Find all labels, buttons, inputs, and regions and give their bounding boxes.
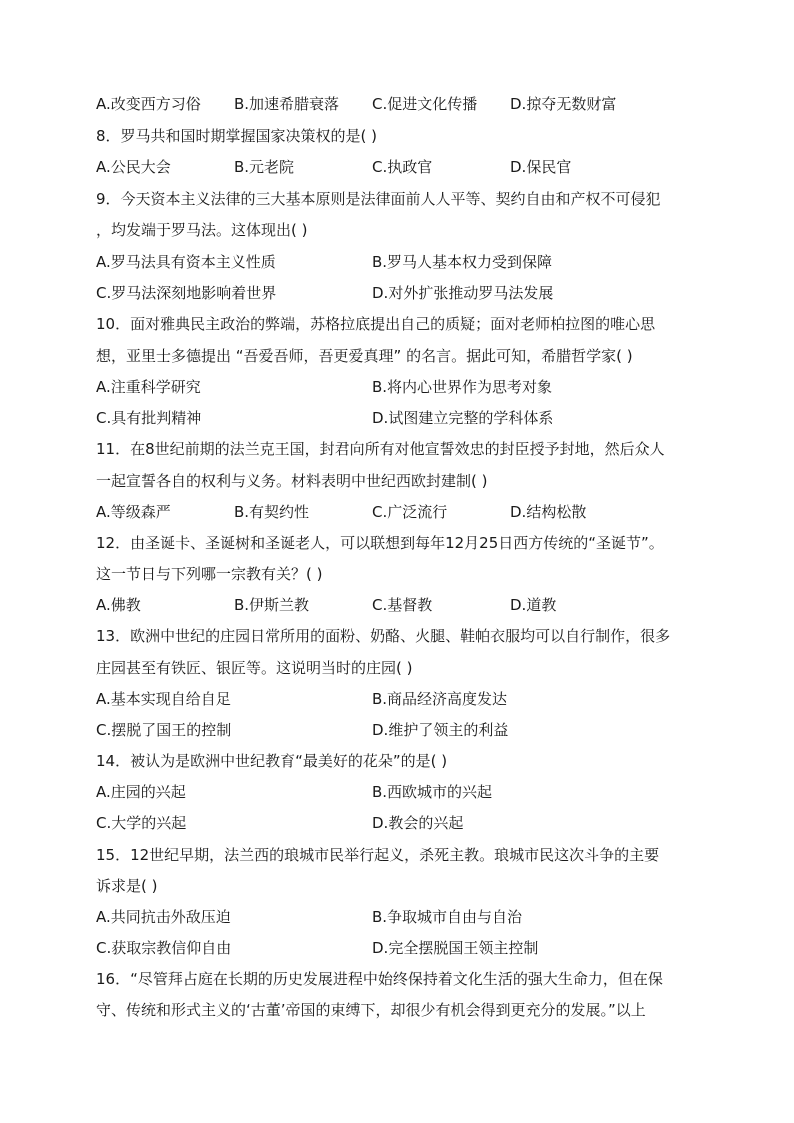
q14-option-c: C.大学的兴起 bbox=[96, 814, 187, 832]
q10-option-d: D.试图建立完整的学科体系 bbox=[372, 409, 554, 427]
q11-stem-line1: 11．在8世纪前期的法兰克王国，封君向所有对他宣誓效忠的封臣授予封地，然后众人 bbox=[96, 440, 665, 458]
q10-option-c: C.具有批判精神 bbox=[96, 409, 202, 427]
q12-option-d: D.道教 bbox=[510, 596, 557, 614]
q8-option-d: D.保民官 bbox=[510, 158, 572, 176]
q14-option-b: B.西欧城市的兴起 bbox=[372, 783, 493, 801]
q7-option-a: A.改变西方习俗 bbox=[96, 95, 201, 113]
q11-option-b: B.有契约性 bbox=[234, 503, 310, 521]
q12-option-a: A.佛教 bbox=[96, 596, 141, 614]
q13-stem-line1: 13．欧洲中世纪的庄园日常所用的面粉、奶酪、火腿、鞋帕衣服均可以自行制作，很多 bbox=[96, 627, 671, 645]
q15-stem-line1: 15．12世纪早期，法兰西的琅城市民举行起义，杀死主教。琅城市民这次斗争的主要 bbox=[96, 846, 660, 864]
q14-stem: 14．被认为是欧洲中世纪教育“最美好的花朵”的是( ) bbox=[96, 752, 448, 770]
q16-stem-line1: 16．“尽管拜占庭在长期的历史发展进程中始终保持着文化生活的强大生命力，但在保 bbox=[96, 970, 663, 988]
q12-stem-line1: 12．由圣诞卡、圣诞树和圣诞老人，可以联想到每年12月25日西方传统的“圣诞节”。 bbox=[96, 534, 664, 552]
q8-stem: 8．罗马共和国时期掌握国家决策权的是( ) bbox=[96, 127, 378, 145]
q7-option-d: D.掠夺无数财富 bbox=[510, 95, 617, 113]
q9-option-a: A.罗马法具有资本主义性质 bbox=[96, 253, 276, 271]
q13-option-d: D.维护了领主的利益 bbox=[372, 721, 509, 739]
q11-option-d: D.结构松散 bbox=[510, 503, 587, 521]
q9-stem-line2: ，均发端于罗马法。这体现出( ) bbox=[96, 221, 308, 239]
q9-option-c: C.罗马法深刻地影响着世界 bbox=[96, 284, 277, 302]
q14-option-a: A.庄园的兴起 bbox=[96, 783, 186, 801]
q13-option-c: C.摆脱了国王的控制 bbox=[96, 721, 232, 739]
q12-option-c: C.基督教 bbox=[372, 596, 433, 614]
q15-option-a: A.共同抗击外敌压迫 bbox=[96, 908, 231, 926]
q11-option-c: C.广泛流行 bbox=[372, 503, 448, 521]
q7-option-b: B.加速希腊衰落 bbox=[234, 95, 340, 113]
q8-option-c: C.执政官 bbox=[372, 158, 433, 176]
q15-option-d: D.完全摆脱国王领主控制 bbox=[372, 939, 539, 957]
q10-stem-line1: 10．面对雅典民主政治的弊端，苏格拉底提出自己的质疑；面对老师柏拉图的唯心思 bbox=[96, 315, 656, 333]
q15-option-c: C.获取宗教信仰自由 bbox=[96, 939, 232, 957]
q9-option-b: B.罗马人基本权力受到保障 bbox=[372, 253, 553, 271]
q9-option-d: D.对外扩张推动罗马法发展 bbox=[372, 284, 554, 302]
q14-option-d: D.教会的兴起 bbox=[372, 814, 464, 832]
q7-option-c: C.促进文化传播 bbox=[372, 95, 478, 113]
q12-option-b: B.伊斯兰教 bbox=[234, 596, 310, 614]
q11-stem-line2: 一起宣誓各自的权利与义务。材料表明中世纪西欧封建制( ) bbox=[96, 472, 488, 490]
q16-stem-line2: 守、传统和形式主义的‘古董’帝国的束缚下，却很少有机会得到更充分的发展。”以上 bbox=[96, 1001, 646, 1019]
q8-option-a: A.公民大会 bbox=[96, 158, 171, 176]
q15-stem-line2: 诉求是( ) bbox=[96, 877, 158, 895]
q13-option-a: A.基本实现自给自足 bbox=[96, 690, 231, 708]
q15-option-b: B.争取城市自由与自治 bbox=[372, 908, 523, 926]
q13-stem-line2: 庄园甚至有铁匠、银匠等。这说明当时的庄园( ) bbox=[96, 659, 413, 677]
q10-option-b: B.将内心世界作为思考对象 bbox=[372, 378, 553, 396]
q8-option-b: B.元老院 bbox=[234, 158, 295, 176]
q10-option-a: A.注重科学研究 bbox=[96, 378, 201, 396]
q12-stem-line2: 这一节日与下列哪一宗教有关？( ) bbox=[96, 565, 323, 583]
q10-stem-line2: 想，亚里士多德提出 “吾爱吾师，吾更爱真理” 的名言。据此可知，希腊哲学家( ) bbox=[96, 347, 633, 365]
q11-option-a: A.等级森严 bbox=[96, 503, 171, 521]
q9-stem-line1: 9．今天资本主义法律的三大基本原则是法律面前人人平等、契约自由和产权不可侵犯 bbox=[96, 190, 661, 208]
q13-option-b: B.商品经济高度发达 bbox=[372, 690, 508, 708]
